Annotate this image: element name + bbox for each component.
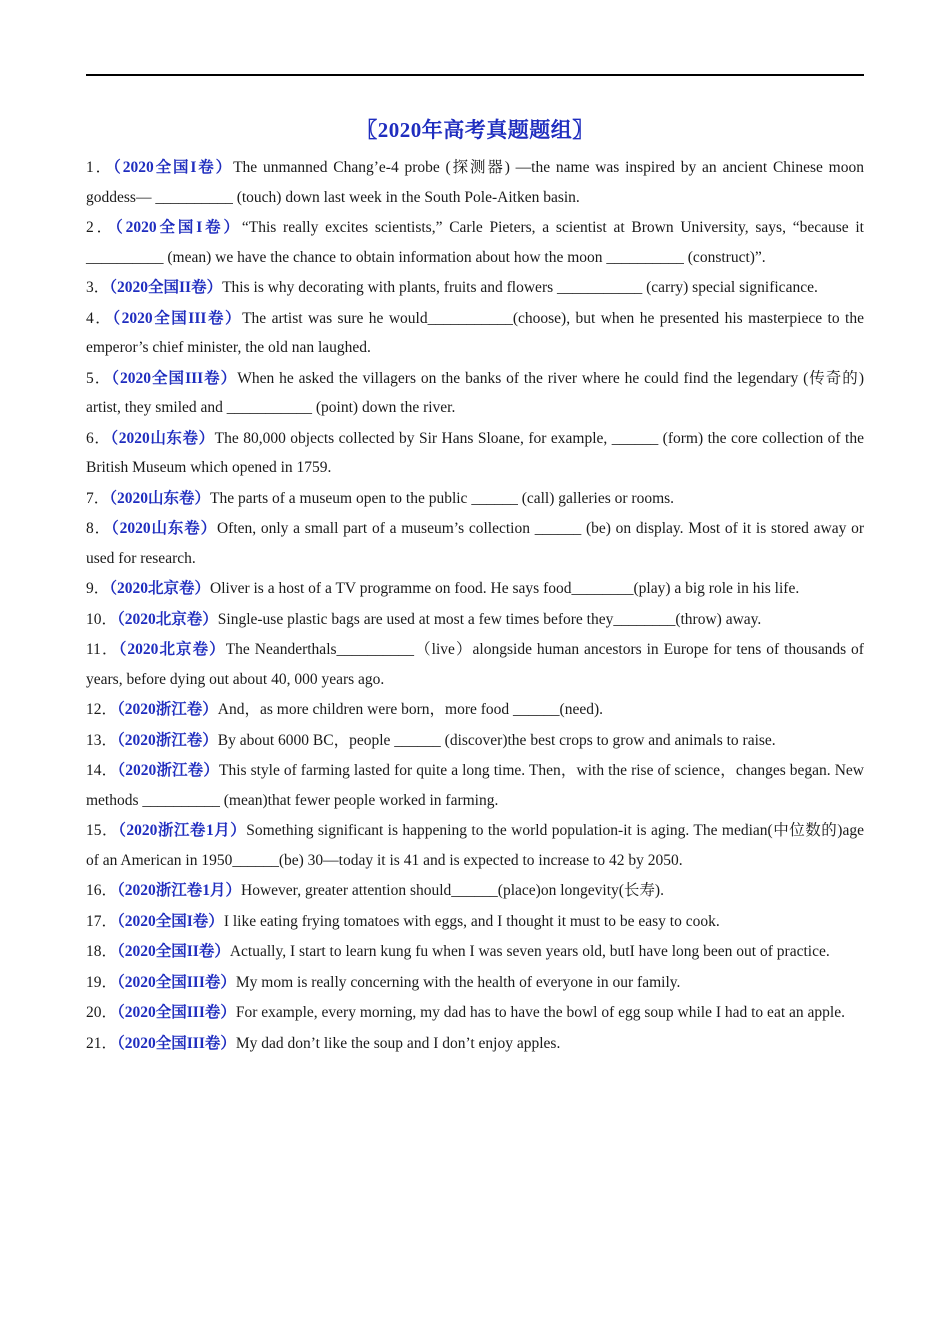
question-number: 5． <box>86 369 112 387</box>
question-number: 8． <box>86 520 111 537</box>
question-source: （2020全国I卷） <box>113 159 234 176</box>
question-number: 17． <box>86 912 118 930</box>
question-text: Often, only a small part of a museum’s collection ______ (be) on display. Most of it is stored away or used for research. <box>86 520 864 567</box>
question-source: （2020全国III卷） <box>117 1034 236 1052</box>
question-text: The unmanned Chang’e-4 probe (探测器) —the name was inspired by an ancient Chinese moon goddess— __________ (touch) down last week in the South Pole-Aitken basin. <box>86 159 864 206</box>
question-number: 15． <box>86 822 119 839</box>
question-text: And，as more children were born，more food ______(need). <box>217 701 604 718</box>
question-number: 4． <box>86 309 113 327</box>
question-source: （2020北京卷） <box>117 610 218 628</box>
question-item <box>86 304 864 363</box>
question-text: My dad don’t like the soup and I don’t enjoy apples. <box>235 1034 561 1052</box>
question-source: （2020全国I卷） <box>117 912 224 930</box>
question-item <box>86 816 864 875</box>
question-source: （2020北京卷） <box>109 580 211 597</box>
question-text: The Neanderthals__________（live）alongside human ancestors in Europe for tens of thousands of years, before dying out about 40, 000 years ago. <box>86 641 864 688</box>
question-list <box>86 153 864 1059</box>
question-number: 12． <box>86 701 118 718</box>
question-item <box>86 484 864 514</box>
question-number: 21． <box>86 1034 118 1052</box>
question-number: 3． <box>86 279 110 296</box>
question-source: （2020山东卷） <box>111 520 217 537</box>
question-source: （2020浙江卷） <box>117 701 218 718</box>
question-number: 11． <box>86 641 119 658</box>
question-text: I like eating frying tomatoes with eggs, and I thought it must to be easy to cook. <box>223 912 720 930</box>
question-source: （2020全国I卷） <box>115 219 242 236</box>
question-source: （2020浙江卷1月） <box>118 822 247 839</box>
question-text: The parts of a museum open to the public ______ (call) galleries or rooms. <box>210 489 675 507</box>
question-number: 7． <box>86 489 110 507</box>
question-number: 2． <box>86 219 115 236</box>
question-text: The 80,000 objects collected by Sir Hans Sloane, for example, ______ (form) the core collection of the British Museum which opened in 1759. <box>86 429 864 476</box>
question-text: Oliver is a host of a TV programme on food. He says food________(play) a big role in his life. <box>210 580 800 597</box>
question-source: （2020浙江卷） <box>117 762 219 779</box>
question-item <box>86 364 864 423</box>
question-item <box>86 605 864 635</box>
question-source: （2020全国III卷） <box>112 309 243 327</box>
question-text: This is why decorating with plants, fruits and flowers ___________ (carry) special significance. <box>222 279 818 296</box>
question-item <box>86 213 864 272</box>
question-source: （2020全国III卷） <box>117 1004 236 1021</box>
page-title: 〖2020年高考真题题组〗 <box>356 118 594 142</box>
question-item <box>86 695 864 725</box>
question-source: （2020全国III卷） <box>117 973 236 991</box>
question-item <box>86 907 864 937</box>
question-number: 19． <box>86 973 118 991</box>
question-text: By about 6000 BC，people ______ (discover)the best crops to grow and animals to raise. <box>217 731 776 749</box>
question-number: 6． <box>86 429 111 447</box>
question-text: For example, every morning, my dad has to have the bowl of egg soup while I had to eat an apple. <box>235 1004 845 1021</box>
question-text: This style of farming lasted for quite a long time. Then，with the rise of science，changes began. New methods __________ (mean)that fewer people worked in farming. <box>86 762 864 809</box>
question-number: 9． <box>86 580 110 597</box>
question-text: Something significant is happening to the world population-it is aging. The median(中位数的)age of an American in 1950______(be) 30—today it is 41 and is expected to increase to 42 by 2050. <box>86 822 864 869</box>
question-item <box>86 514 864 573</box>
question-item <box>86 424 864 483</box>
question-source: （2020浙江卷） <box>117 731 218 749</box>
question-source: （2020北京卷） <box>118 641 226 658</box>
question-item <box>86 968 864 998</box>
question-text: However, greater attention should______(place)on longevity(长寿). <box>241 882 664 899</box>
question-number: 13． <box>86 731 118 749</box>
question-source: （2020全国II卷） <box>117 943 230 960</box>
top-rule <box>86 74 864 76</box>
question-source: （2020浙江卷1月） <box>117 882 242 899</box>
question-number: 14． <box>86 762 118 779</box>
question-item <box>86 635 864 694</box>
question-number: 20． <box>86 1004 118 1021</box>
question-number: 10． <box>86 610 118 628</box>
question-source: （2020山东卷） <box>109 489 211 507</box>
question-item <box>86 726 864 756</box>
question-number: 1． <box>86 159 114 176</box>
question-number: 16． <box>86 882 118 899</box>
question-item <box>86 153 864 212</box>
question-source: （2020全国II卷） <box>109 279 223 296</box>
question-text: The artist was sure he would___________(choose), but when he presented his masterpiece to the emperor’s chief minister, the old nan laughed. <box>86 309 864 356</box>
question-item <box>86 756 864 815</box>
question-item <box>86 273 864 303</box>
question-text: When he asked the villagers on the banks of the river where he could find the legendary (传奇的) artist, they smiled and ___________ (point) down the river. <box>86 369 864 416</box>
question-text: My mom is really concerning with the health of everyone in our family. <box>235 973 681 991</box>
question-number: 18． <box>86 943 118 960</box>
question-source: （2020山东卷） <box>110 429 215 447</box>
question-item <box>86 998 864 1028</box>
question-text: “This really excites scientists,” Carle Pieters, a scientist at Brown University, says, “because it __________ (mean) we have the chance to obtain information about how the moon __________ (construct)”. <box>86 219 864 266</box>
question-text: Actually, I start to learn kung fu when I was seven years old, butI have long been out of practice. <box>229 943 830 960</box>
question-item <box>86 876 864 906</box>
question-item <box>86 937 864 967</box>
question-item <box>86 574 864 604</box>
question-source: （2020全国III卷） <box>111 369 238 387</box>
question-text: Single-use plastic bags are used at most a few times before they________(throw) away. <box>217 610 762 628</box>
question-item <box>86 1029 864 1059</box>
